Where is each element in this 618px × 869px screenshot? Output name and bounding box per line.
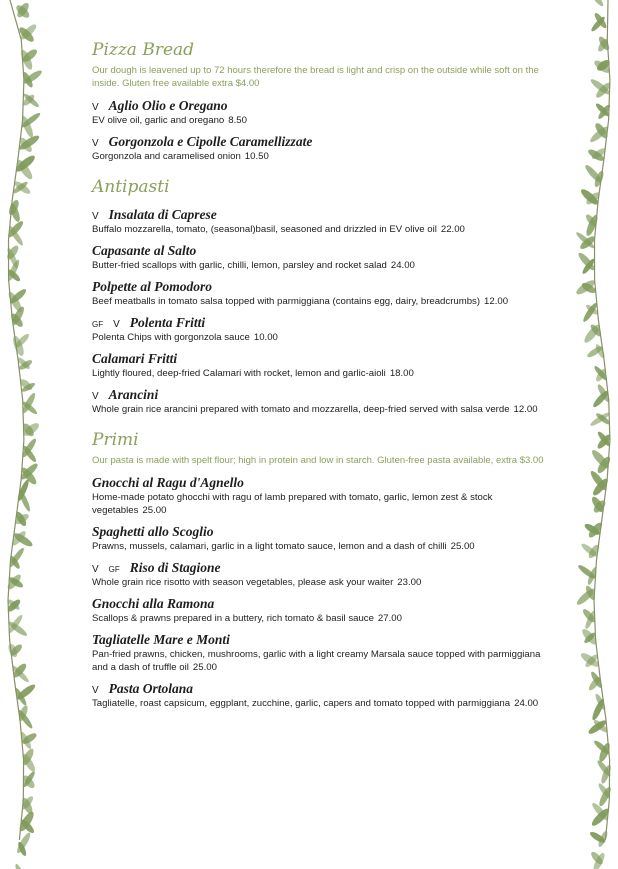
gluten-free-tag: GF (108, 565, 120, 574)
item-description-text: Home-made potato ghocchi with ragu of lamb prepared with tomato, garlic, lemon zest & stock vegetables (92, 492, 493, 516)
vegetarian-tag: V (92, 102, 99, 113)
item-description (92, 612, 552, 625)
item-name: Pasta Ortolana (108, 681, 194, 696)
item-price: 10.00 (253, 332, 278, 343)
item-description (92, 331, 552, 344)
menu-item (92, 524, 552, 553)
menu-section (92, 40, 552, 163)
item-description (92, 150, 552, 163)
item-description-text: Pan-fried prawns, chicken, mushrooms, garlic with a light creamy Marsala sauce topped with parmiggiana and a dash of truffle oil (92, 649, 541, 673)
item-description-text: EV olive oil, garlic and oregano (92, 115, 225, 126)
item-description (92, 295, 552, 308)
menu-page (92, 40, 552, 724)
vegetarian-tag: V (113, 319, 120, 330)
item-description (92, 259, 552, 272)
section-title: Antipasti (92, 177, 170, 197)
item-description-text: Beef meatballs in tomato salsa topped with parmiggiana (contains egg, dairy, breadcrumbs) (92, 296, 481, 307)
vegetarian-tag: V (92, 138, 99, 149)
vegetarian-tag: V (92, 391, 99, 402)
item-price: 24.00 (514, 698, 539, 709)
item-description (92, 367, 552, 380)
menu-item (92, 387, 552, 416)
item-name: Riso di Stagione (129, 560, 221, 575)
item-price: 12.00 (513, 404, 538, 415)
item-description-text: Butter-fried scallops with garlic, chilli, lemon, parsley and rocket salad (92, 260, 387, 271)
item-name: Capasante al Salto (92, 243, 197, 258)
item-name: Gnocchi alla Ramona (92, 596, 215, 611)
item-name: Tagliatelle Mare e Monti (92, 632, 230, 647)
item-price: 25.00 (142, 505, 167, 516)
item-name: Gorgonzola e Cipolle Caramellizzate (108, 134, 313, 149)
item-price: 27.00 (377, 613, 402, 624)
item-price: 18.00 (389, 368, 414, 379)
item-description (92, 648, 552, 674)
item-description-text: Whole grain rice risotto with season vegetables, please ask your waiter (92, 577, 394, 588)
item-price: 23.00 (397, 577, 422, 588)
section-note: Our pasta is made with spelt flour; high in protein and low in starch. Gluten-free pasta available, extra $3.00 (92, 455, 544, 466)
item-description (92, 403, 552, 416)
item-description-text: Scallops & prawns prepared in a buttery, rich tomato & basil sauce (92, 613, 374, 624)
item-name: Insalata di Caprese (108, 207, 217, 222)
item-description (92, 576, 552, 589)
item-price: 22.00 (440, 224, 465, 235)
menu-item (92, 475, 552, 517)
item-description-text: Tagliatelle, roast capsicum, eggplant, zucchine, garlic, capers and tomato topped with parmiggiana (92, 698, 511, 709)
menu-item (92, 632, 552, 674)
item-description (92, 540, 552, 553)
item-description (92, 223, 552, 236)
item-price: 25.00 (450, 541, 475, 552)
section-title: Primi (92, 430, 139, 450)
item-description (92, 114, 552, 127)
item-description (92, 697, 552, 710)
menu-item (92, 243, 552, 272)
item-name: Gnocchi al Ragu d'Agnello (92, 475, 244, 490)
olive-leaf (588, 0, 605, 8)
menu-item (92, 681, 552, 710)
vegetarian-tag: V (92, 564, 99, 575)
menu-section (92, 177, 552, 416)
item-price: 10.50 (244, 151, 269, 162)
item-name: Polpette al Pomodoro (92, 279, 212, 294)
item-name: Calamari Fritti (92, 351, 178, 366)
olive-leaf (14, 863, 28, 869)
vegetarian-tag: V (92, 685, 99, 696)
menu-item (92, 596, 552, 625)
section-note: Our dough is leavened up to 72 hours therefore the bread is light and crisp on the outside while soft on the inside. Gluten free available extra $4.00 (92, 65, 539, 89)
menu-item (92, 207, 552, 236)
item-description (92, 491, 552, 517)
menu-item (92, 315, 552, 344)
item-name: Polenta Fritti (129, 315, 206, 330)
vegetarian-tag: V (92, 211, 99, 222)
gluten-free-tag: GF (92, 320, 104, 329)
item-price: 12.00 (484, 296, 509, 307)
menu-item (92, 134, 552, 163)
menu-item (92, 560, 552, 589)
section-title: Pizza Bread (92, 40, 195, 60)
item-name: Spaghetti allo Scoglio (92, 524, 214, 539)
item-price: 25.00 (192, 662, 217, 673)
item-description-text: Buffalo mozzarella, tomato, (seasonal)basil, seasoned and drizzled in EV olive oil (92, 224, 437, 235)
item-price: 8.50 (228, 115, 247, 126)
item-description-text: Gorgonzola and caramelised onion (92, 151, 241, 162)
olive-branch-left-decoration (0, 0, 60, 869)
item-description-text: Whole grain rice arancini prepared with tomato and mozzarella, deep-fried served with salsa verde (92, 404, 510, 415)
menu-item (92, 351, 552, 380)
olive-branch-right-decoration (558, 0, 618, 869)
menu-section (92, 430, 552, 710)
item-description-text: Lightly floured, deep-fried Calamari with rocket, lemon and garlic-aioli (92, 368, 386, 379)
item-name: Aglio Olio e Oregano (108, 98, 228, 113)
item-name: Arancini (108, 387, 159, 402)
menu-item (92, 279, 552, 308)
menu-item (92, 98, 552, 127)
item-price: 24.00 (390, 260, 415, 271)
item-description-text: Prawns, mussels, calamari, garlic in a light tomato sauce, lemon and a dash of chilli (92, 541, 447, 552)
item-description-text: Polenta Chips with gorgonzola sauce (92, 332, 250, 343)
